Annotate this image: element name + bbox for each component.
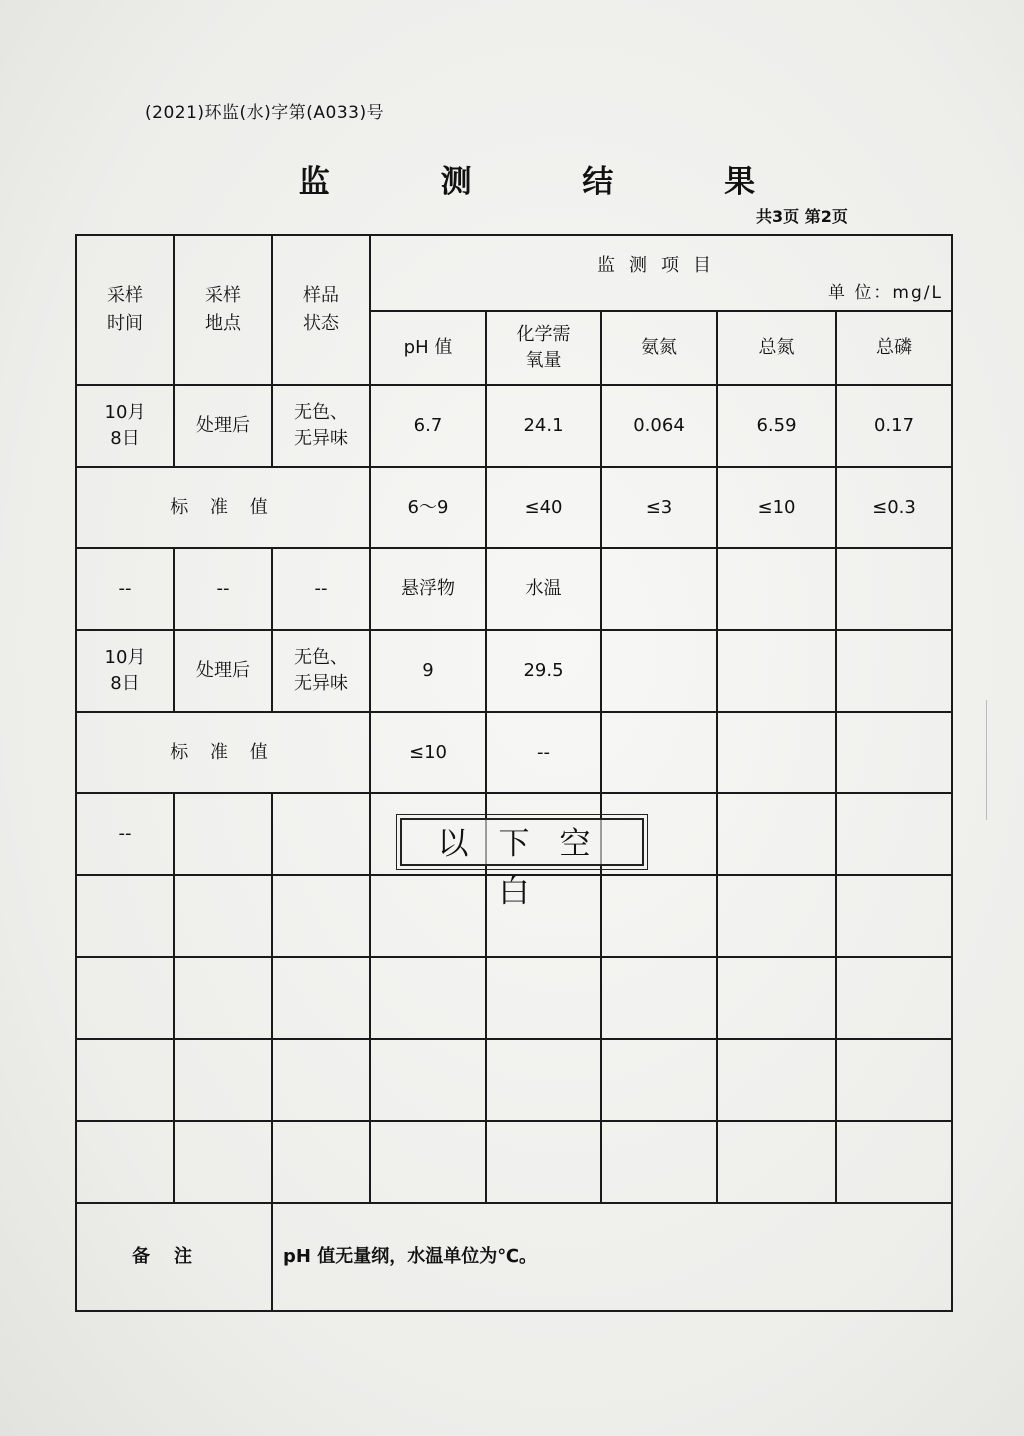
cell-value: 0.064 (601, 385, 717, 467)
page-title: 监 测 结 果 (298, 164, 806, 200)
cell-value: 24.1 (486, 385, 601, 467)
header-item-ammonia: 氨氮 (601, 311, 717, 385)
table-row (76, 467, 952, 548)
cell-value: 6.59 (717, 385, 836, 467)
standard-value-label: 标 准 值 (76, 467, 370, 548)
cell-time: 10月8日 (76, 630, 174, 712)
cell-placeholder: -- (174, 548, 272, 630)
table-row (76, 630, 952, 712)
header-sample-time: 采样时间 (76, 235, 174, 385)
header-item-total-nitrogen: 总氮 (717, 311, 836, 385)
cell-value: 0.17 (836, 385, 952, 467)
header-item-cod: 化学需氧量 (486, 311, 601, 385)
cell-empty (717, 793, 836, 875)
cell-empty (601, 630, 717, 712)
cell-standard: -- (486, 712, 601, 793)
cell-value: 9 (370, 630, 486, 712)
cell-location: 处理后 (174, 630, 272, 712)
cell-value: 29.5 (486, 630, 601, 712)
cell-value: 6.7 (370, 385, 486, 467)
monitoring-items-label: 监测项目 (597, 255, 725, 276)
table-row (76, 1039, 952, 1121)
cell-empty (836, 630, 952, 712)
cell-location: 处理后 (174, 385, 272, 467)
table-row (76, 385, 952, 467)
cell-state: 无色、无异味 (272, 630, 370, 712)
cell-standard: ≤3 (601, 467, 717, 548)
header-item-suspended-solids: 悬浮物 (370, 548, 486, 630)
header-sample-location: 采样地点 (174, 235, 272, 385)
cell-empty (717, 630, 836, 712)
header-sample-state: 样品状态 (272, 235, 370, 385)
remark-row (76, 1203, 952, 1311)
cell-empty (174, 793, 272, 875)
cell-standard: ≤0.3 (836, 467, 952, 548)
header-monitoring-items (370, 235, 952, 311)
header-item-ph: pH 值 (370, 311, 486, 385)
page-info: 共3页 第2页 (756, 207, 848, 226)
cell-standard: ≤10 (370, 712, 486, 793)
cell-standard: ≤40 (486, 467, 601, 548)
cell-empty (717, 548, 836, 630)
unit-label: 单 位：mg/L (828, 283, 943, 303)
cell-empty (836, 793, 952, 875)
cell-empty (717, 712, 836, 793)
document-number: (2021)环监(水)字第(A033)号 (145, 103, 385, 123)
table-row (76, 1121, 952, 1203)
cell-placeholder: -- (272, 548, 370, 630)
cell-empty (836, 712, 952, 793)
cell-standard: 6～9 (370, 467, 486, 548)
results-table (75, 234, 953, 1312)
remark-label: 备注 (76, 1203, 272, 1311)
table-row (76, 957, 952, 1039)
blank-below-stamp: 以下空白 (400, 818, 644, 866)
cell-empty (601, 548, 717, 630)
cell-placeholder: -- (76, 793, 174, 875)
cell-time: 10月8日 (76, 385, 174, 467)
cell-empty (272, 793, 370, 875)
standard-value-label: 标 准 值 (76, 712, 370, 793)
table-row (76, 712, 952, 793)
header-item-total-phosphorus: 总磷 (836, 311, 952, 385)
cell-empty (601, 712, 717, 793)
page-edge-shadow (986, 700, 1017, 820)
cell-state: 无色、无异味 (272, 385, 370, 467)
remark-text: pH 值无量纲，水温单位为℃。 (272, 1203, 952, 1311)
table-row (76, 548, 952, 630)
header-item-water-temp: 水温 (486, 548, 601, 630)
cell-empty (836, 548, 952, 630)
cell-standard: ≤10 (717, 467, 836, 548)
cell-placeholder: -- (76, 548, 174, 630)
